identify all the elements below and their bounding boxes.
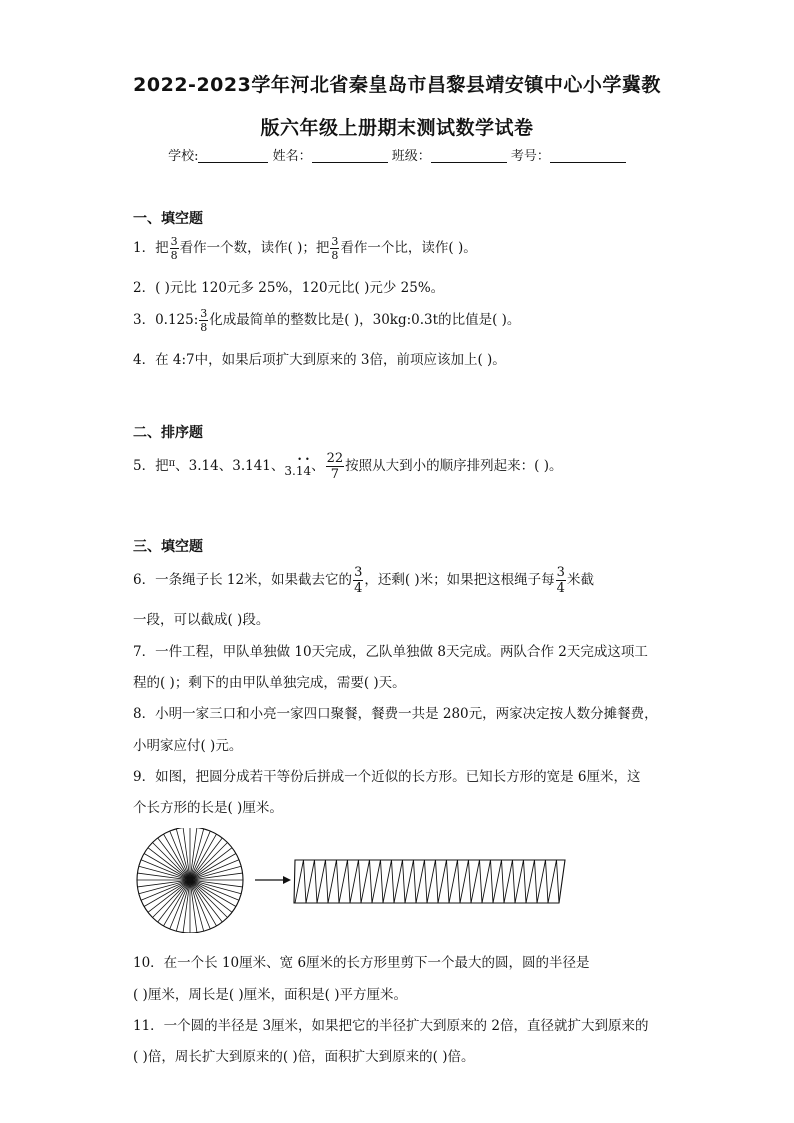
section-heading-3: 三、填空题 bbox=[133, 539, 203, 555]
repeating-decimal: 3.• 1• 4 bbox=[284, 464, 311, 478]
circle-sector-line bbox=[190, 866, 241, 880]
circle-sector-line bbox=[190, 829, 204, 880]
name-field[interactable] bbox=[312, 148, 388, 163]
class-label: 班级： bbox=[391, 149, 431, 164]
divided-circle bbox=[137, 828, 243, 933]
question-5: 5．把$^\pi$、3.14、3.141、3.• 1• 4、 $\frac{22}{7}$ 按照从大到小的顺序排列起来：( )。 bbox=[133, 452, 563, 481]
circle-sector-line bbox=[176, 880, 190, 931]
exam-no-field[interactable] bbox=[550, 148, 626, 163]
circle-to-rectangle-figure bbox=[133, 828, 693, 933]
circle-sector-line bbox=[190, 880, 241, 894]
question-7-line1: 7．一件工程，甲队单独做 10天完成，乙队单独做 8天完成。两队合作 2天完成这项工 bbox=[133, 644, 648, 660]
fraction: $\frac{3}{8}$ bbox=[170, 235, 178, 262]
school-field[interactable] bbox=[198, 148, 268, 163]
question-10-line1: 10．在一个长 10厘米、宽 6厘米的长方形里剪下一个最大的圆，圆的半径是 bbox=[133, 955, 590, 971]
pi-symbol: π bbox=[168, 458, 176, 469]
fraction: $\frac{3}{4}$ bbox=[556, 565, 565, 596]
question-8-line1: 8．小明一家三口和小亮一家四口聚餐，餐费一共是 280元，两家决定按人数分摊餐费， bbox=[133, 706, 658, 722]
fraction: $\frac{3}{8}$ bbox=[331, 235, 339, 262]
question-11-line1: 11．一个圆的半径是 3厘米，如果把它的半径扩大到原来的 2倍，直径就扩大到原来的 bbox=[133, 1018, 649, 1034]
circle-sector-line bbox=[190, 880, 204, 931]
section-heading-1: 一、填空题 bbox=[133, 211, 203, 227]
question-3: 3．0.125: $\frac{3}{8}$ 化成最简单的整数比是( )，30kg:0.3t的比值是( )。 bbox=[133, 307, 521, 334]
exam-title-line2: 版六年级上册期末测试数学试卷 bbox=[260, 117, 534, 139]
fraction: $\frac{22}{7}$ bbox=[326, 451, 344, 482]
circle-sector-line bbox=[139, 880, 190, 894]
exam-title-line1: 2022-2023学年河北省秦皇岛市昌黎县靖安镇中心小学冀教 bbox=[133, 74, 661, 96]
name-label: 姓名： bbox=[272, 149, 312, 164]
section-heading-2: 二、排序题 bbox=[133, 425, 203, 441]
question-4: 4．在 4:7中，如果后项扩大到原来的 3倍，前项应该加上( )。 bbox=[133, 352, 506, 368]
arrow-icon bbox=[255, 876, 291, 884]
question-9-line1: 9．如图，把圆分成若干等份后拼成一个近似的长方形。已知长方形的宽是 6厘米，这 bbox=[133, 769, 641, 785]
exam-no-label: 考号： bbox=[510, 149, 550, 164]
fraction: $\frac{3}{4}$ bbox=[354, 565, 363, 596]
student-info-row bbox=[0, 145, 794, 164]
circle-sector-line bbox=[139, 866, 190, 880]
class-field[interactable] bbox=[431, 148, 507, 163]
rectangle-sectors bbox=[295, 860, 559, 903]
question-10-line2: ( )厘米，周长是( )厘米，面积是( )平方厘米。 bbox=[133, 987, 407, 1003]
question-7-line2: 程的( )；剩下的由甲队单独完成，需要( )天。 bbox=[133, 675, 406, 691]
circle-center bbox=[187, 877, 193, 883]
question-9-line2: 个长方形的长是( )厘米。 bbox=[133, 800, 283, 816]
school-label: 学校: bbox=[168, 149, 199, 164]
figure-svg bbox=[133, 828, 693, 933]
question-6-line2: 一段，可以截成( )段。 bbox=[133, 612, 270, 628]
question-2: 2．( )元比 120元多 25%，120元比( )元少 25%。 bbox=[133, 280, 445, 296]
fraction: $\frac{3}{8}$ bbox=[200, 307, 208, 334]
approximate-rectangle bbox=[294, 860, 565, 903]
circle-sector-line bbox=[176, 829, 190, 880]
question-6: 6．一条绳子长 12米，如果截去它的 $\frac{3}{4}$ ，还剩( )米；如果把这根绳子每 $\frac{3}{4}$ 米截 bbox=[133, 565, 594, 596]
question-11-line2: ( )倍，周长扩大到原来的( )倍，面积扩大到原来的( )倍。 bbox=[133, 1049, 475, 1065]
question-1: 1．把 $\frac{3}{8}$ 看作一个数，读作( )；把 $\frac{3}{8}$ 看作一个比，读作( )。 bbox=[133, 235, 477, 262]
question-8-line2: 小明家应付( )元。 bbox=[133, 738, 243, 754]
